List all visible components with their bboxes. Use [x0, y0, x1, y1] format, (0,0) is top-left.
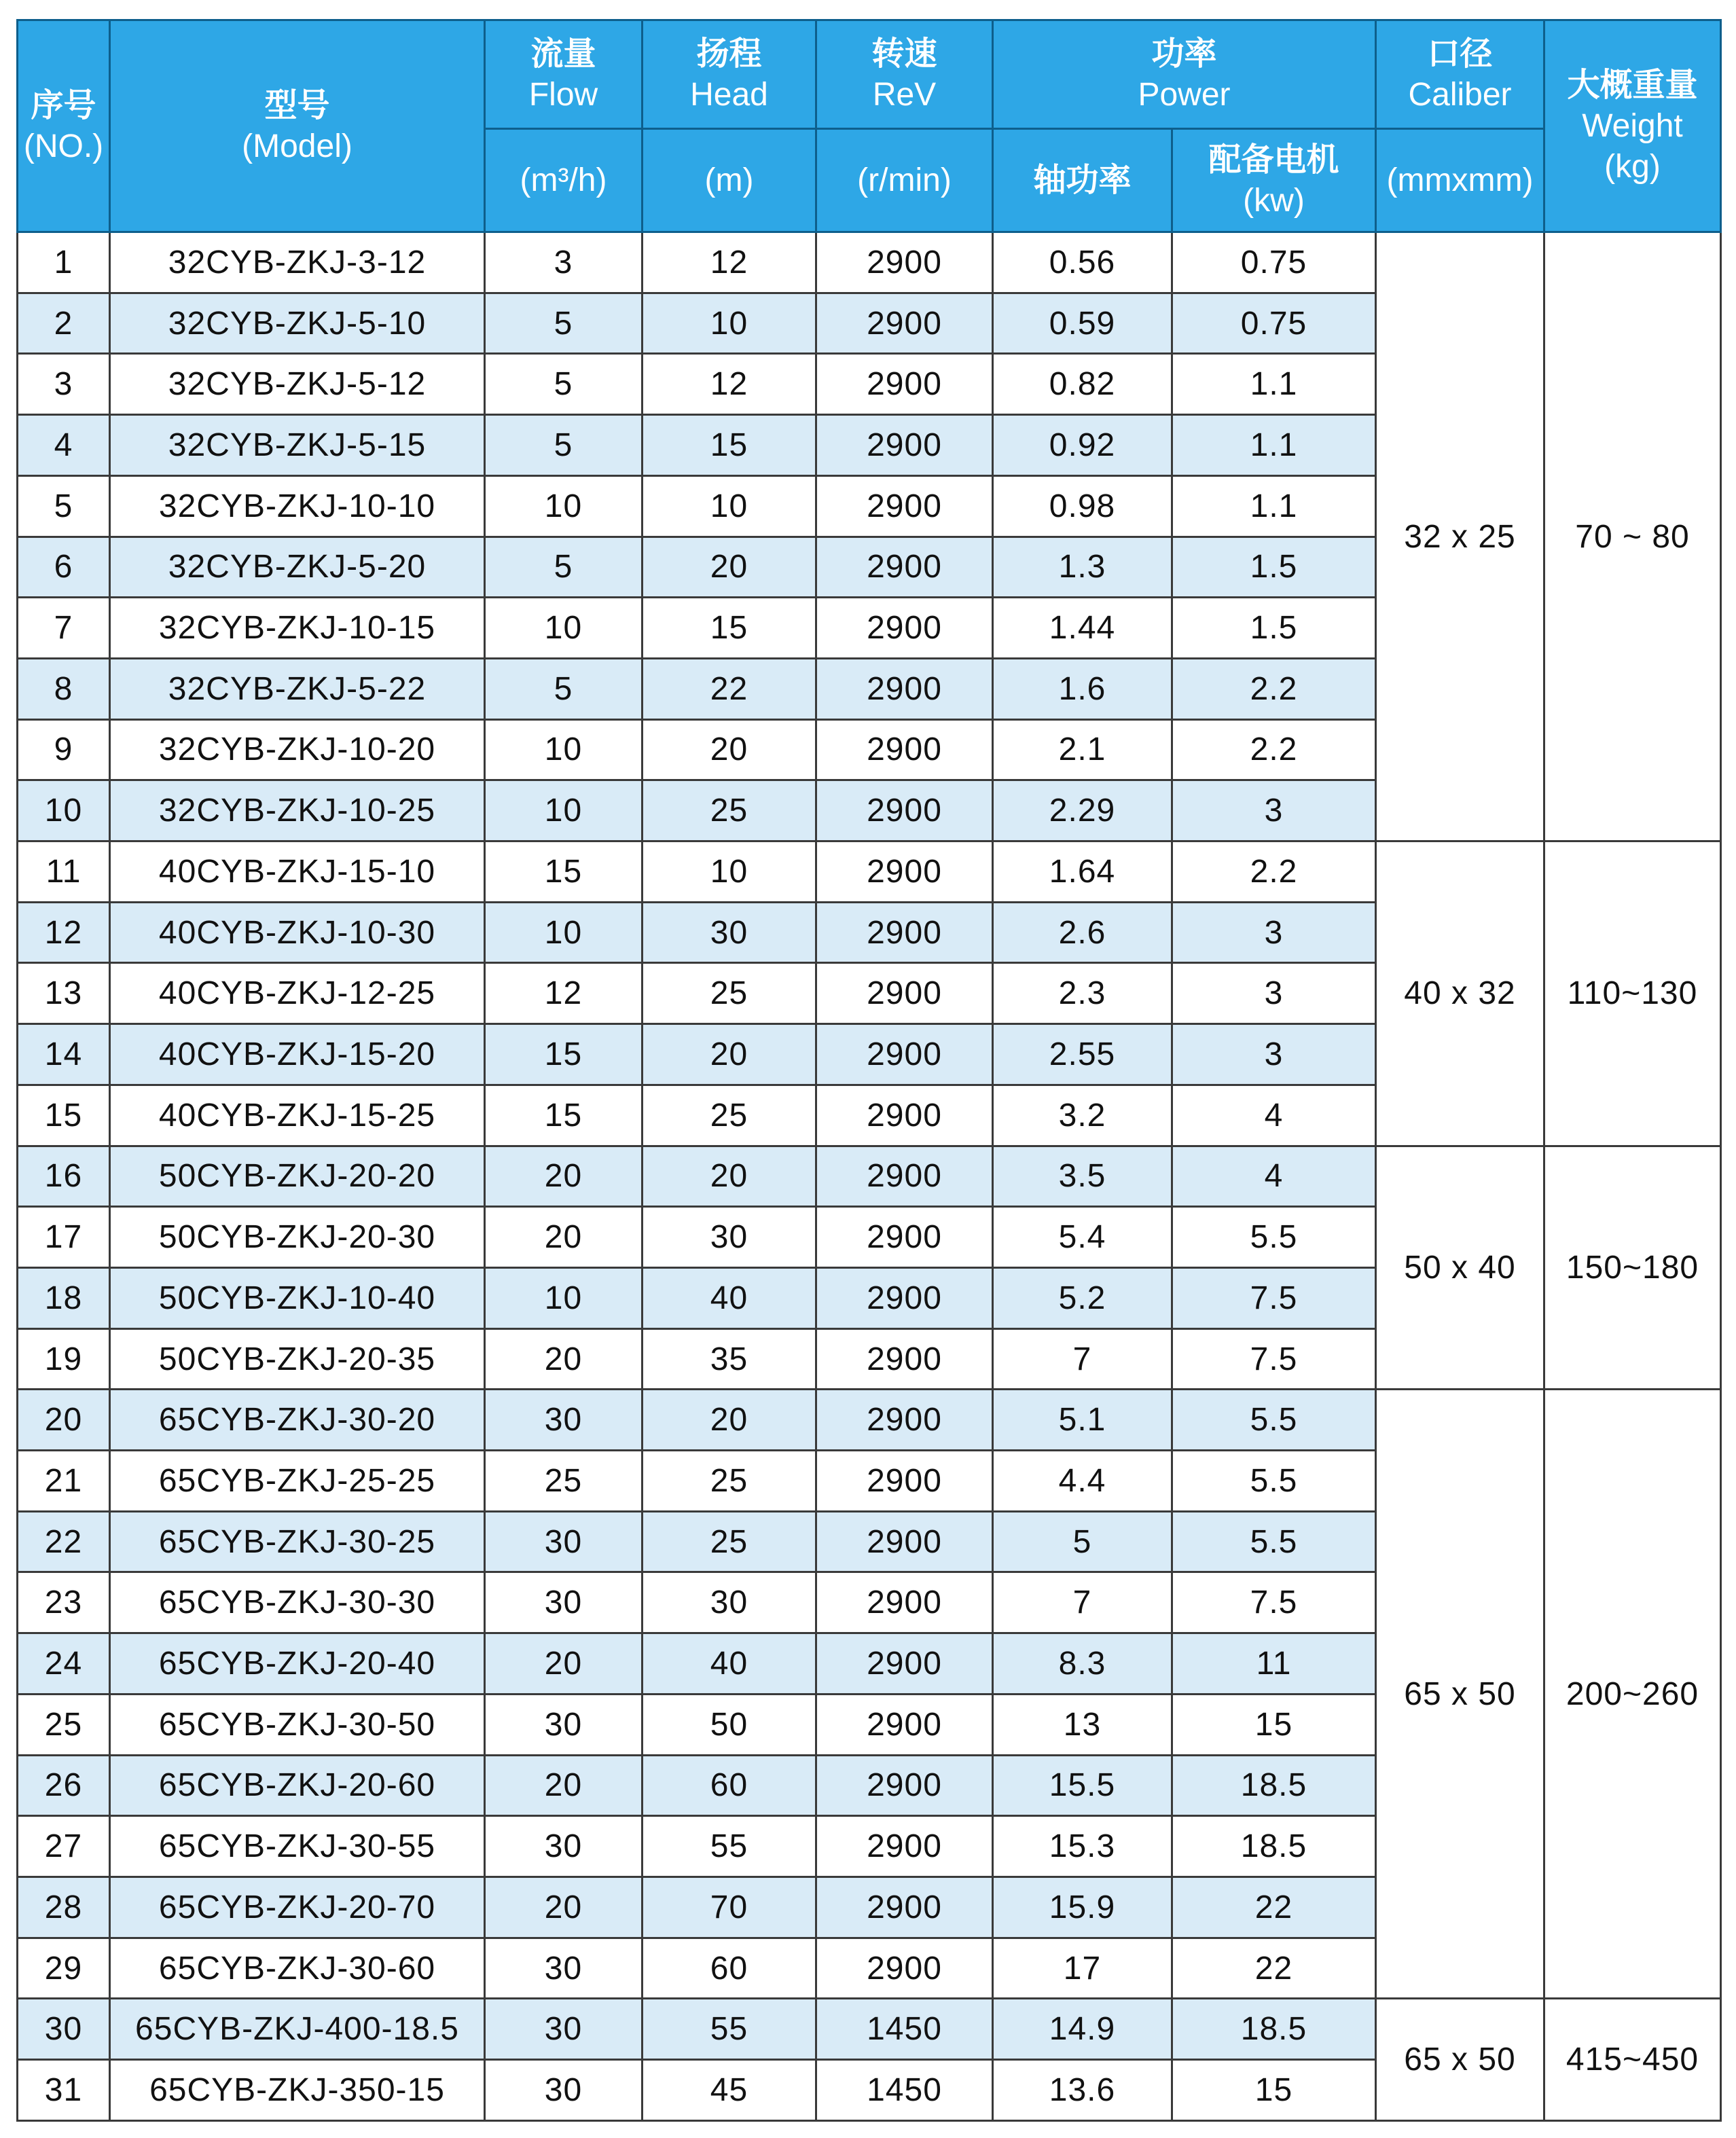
cell-flow: 10	[485, 902, 643, 963]
cell-model: 32CYB-ZKJ-5-12	[110, 354, 485, 415]
cell-head: 20	[643, 1024, 816, 1085]
cell-model: 65CYB-ZKJ-30-20	[110, 1390, 485, 1451]
cell-model: 65CYB-ZKJ-400-18.5	[110, 1999, 485, 2060]
cell-shaft: 5.4	[993, 1207, 1172, 1268]
cell-no: 18	[18, 1267, 110, 1328]
cell-shaft: 15.5	[993, 1755, 1172, 1816]
header-shaft-power	[993, 129, 1172, 232]
cell-model: 32CYB-ZKJ-5-15	[110, 415, 485, 476]
cell-speed: 2900	[816, 415, 993, 476]
cell-shaft: 1.6	[993, 658, 1172, 719]
cell-motor: 5.5	[1172, 1511, 1376, 1572]
cell-model: 65CYB-ZKJ-350-15	[110, 2060, 485, 2121]
cell-model: 65CYB-ZKJ-30-60	[110, 1938, 485, 1999]
cell-speed: 2900	[816, 1694, 993, 1755]
cell-head: 15	[643, 598, 816, 659]
cell-motor: 18.5	[1172, 1755, 1376, 1816]
cell-head: 40	[643, 1633, 816, 1695]
cell-shaft: 3.5	[993, 1146, 1172, 1207]
cell-head: 25	[643, 1451, 816, 1512]
cell-speed: 2900	[816, 841, 993, 903]
header-head-zh: 扬程	[696, 35, 762, 72]
cell-no: 16	[18, 1146, 110, 1207]
cell-no: 13	[18, 963, 110, 1024]
cell-model: 32CYB-ZKJ-10-10	[110, 475, 485, 537]
cell-head: 45	[643, 2060, 816, 2121]
cell-no: 5	[18, 475, 110, 537]
header-weight-zh: 大概重量	[1567, 67, 1698, 103]
cell-model: 32CYB-ZKJ-10-25	[110, 780, 485, 841]
cell-shaft: 2.29	[993, 780, 1172, 841]
cell-speed: 2900	[816, 232, 993, 293]
cell-flow: 20	[485, 1328, 643, 1390]
cell-head: 40	[643, 1267, 816, 1328]
cell-shaft: 0.59	[993, 293, 1172, 354]
cell-no: 19	[18, 1328, 110, 1390]
cell-head: 25	[643, 1085, 816, 1146]
pump-spec-table	[16, 19, 1722, 2122]
cell-model: 65CYB-ZKJ-30-25	[110, 1511, 485, 1572]
cell-head: 30	[643, 1572, 816, 1633]
header-flow-unit	[485, 129, 643, 232]
cell-flow: 5	[485, 354, 643, 415]
table-row	[18, 232, 1721, 293]
cell-shaft: 13	[993, 1694, 1172, 1755]
cell-no: 22	[18, 1511, 110, 1572]
cell-head: 10	[643, 293, 816, 354]
cell-motor: 2.2	[1172, 841, 1376, 903]
cell-flow: 20	[485, 1207, 643, 1268]
cell-shaft: 15.3	[993, 1816, 1172, 1877]
cell-weight: 150~180	[1544, 1146, 1721, 1390]
cell-shaft: 1.3	[993, 537, 1172, 598]
cell-head: 20	[643, 719, 816, 780]
cell-weight: 110~130	[1544, 841, 1721, 1146]
cell-head: 30	[643, 1207, 816, 1268]
cell-no: 26	[18, 1755, 110, 1816]
cell-motor: 11	[1172, 1633, 1376, 1695]
cell-motor: 4	[1172, 1146, 1376, 1207]
cell-speed: 2900	[816, 1938, 993, 1999]
col-header-power	[993, 20, 1376, 129]
head-unit-text: (m)	[704, 162, 754, 198]
cell-shaft: 7	[993, 1328, 1172, 1390]
cell-motor: 15	[1172, 1694, 1376, 1755]
cell-motor: 1.1	[1172, 475, 1376, 537]
cell-flow: 10	[485, 598, 643, 659]
cell-no: 25	[18, 1694, 110, 1755]
cell-head: 20	[643, 1146, 816, 1207]
cell-shaft: 1.44	[993, 598, 1172, 659]
col-header-model	[110, 20, 485, 232]
cell-motor: 3	[1172, 963, 1376, 1024]
cell-motor: 7.5	[1172, 1328, 1376, 1390]
cell-motor: 1.5	[1172, 598, 1376, 659]
cell-model: 32CYB-ZKJ-5-10	[110, 293, 485, 354]
cell-speed: 1450	[816, 2060, 993, 2121]
cell-no: 4	[18, 415, 110, 476]
cell-shaft: 2.55	[993, 1024, 1172, 1085]
cell-motor: 4	[1172, 1085, 1376, 1146]
cell-flow: 30	[485, 1572, 643, 1633]
cell-no: 6	[18, 537, 110, 598]
cell-motor: 0.75	[1172, 232, 1376, 293]
cell-model: 40CYB-ZKJ-15-20	[110, 1024, 485, 1085]
cell-shaft: 5.2	[993, 1267, 1172, 1328]
col-header-weight	[1544, 20, 1721, 232]
cell-caliber: 65 x 50	[1376, 1390, 1544, 1999]
cell-no: 23	[18, 1572, 110, 1633]
cell-head: 15	[643, 415, 816, 476]
header-model-zh: 型号	[264, 87, 330, 124]
cell-model: 50CYB-ZKJ-20-20	[110, 1146, 485, 1207]
cell-no: 11	[18, 841, 110, 903]
header-caliber-en: Caliber	[1408, 76, 1512, 113]
header-caliber-zh: 口径	[1427, 35, 1493, 72]
cell-model: 40CYB-ZKJ-10-30	[110, 902, 485, 963]
cell-no: 15	[18, 1085, 110, 1146]
cell-shaft: 13.6	[993, 2060, 1172, 2121]
cell-motor: 3	[1172, 902, 1376, 963]
header-model-en: (Model)	[242, 128, 352, 164]
header-weight-en: Weight	[1582, 107, 1683, 144]
cell-model: 65CYB-ZKJ-20-70	[110, 1877, 485, 1938]
motor-unit-text: (kw)	[1243, 182, 1305, 219]
cell-model: 32CYB-ZKJ-5-22	[110, 658, 485, 719]
cell-speed: 2900	[816, 1755, 993, 1816]
table-body	[18, 232, 1721, 2121]
cell-motor: 0.75	[1172, 293, 1376, 354]
cell-motor: 7.5	[1172, 1267, 1376, 1328]
cell-no: 24	[18, 1633, 110, 1695]
header-head-unit	[643, 129, 816, 232]
cell-speed: 2900	[816, 719, 993, 780]
cell-no: 20	[18, 1390, 110, 1451]
cell-speed: 2900	[816, 1877, 993, 1938]
cell-no: 8	[18, 658, 110, 719]
cell-flow: 25	[485, 1451, 643, 1512]
cell-head: 20	[643, 537, 816, 598]
cell-speed: 2900	[816, 1267, 993, 1328]
cell-speed: 2900	[816, 1633, 993, 1695]
table-row	[18, 841, 1721, 903]
cell-no: 27	[18, 1816, 110, 1877]
cell-shaft: 0.92	[993, 415, 1172, 476]
cell-shaft: 7	[993, 1572, 1172, 1633]
cell-head: 25	[643, 780, 816, 841]
speed-unit-text: (r/min)	[857, 162, 952, 198]
cell-motor: 5.5	[1172, 1390, 1376, 1451]
cell-model: 50CYB-ZKJ-20-35	[110, 1328, 485, 1390]
cell-no: 29	[18, 1938, 110, 1999]
cell-no: 17	[18, 1207, 110, 1268]
cell-shaft: 5	[993, 1511, 1172, 1572]
cell-head: 35	[643, 1328, 816, 1390]
cell-model: 40CYB-ZKJ-15-10	[110, 841, 485, 903]
cell-head: 20	[643, 1390, 816, 1451]
cell-motor: 5.5	[1172, 1207, 1376, 1268]
cell-no: 31	[18, 2060, 110, 2121]
cell-speed: 2900	[816, 1146, 993, 1207]
cell-speed: 2900	[816, 1328, 993, 1390]
header-power-zh: 功率	[1151, 35, 1217, 72]
col-header-no	[18, 20, 110, 232]
cell-flow: 30	[485, 1938, 643, 1999]
cell-model: 32CYB-ZKJ-10-20	[110, 719, 485, 780]
header-head-en: Head	[690, 76, 768, 113]
col-header-flow	[485, 20, 643, 129]
cell-flow: 10	[485, 475, 643, 537]
cell-flow: 5	[485, 415, 643, 476]
cell-no: 14	[18, 1024, 110, 1085]
cell-head: 22	[643, 658, 816, 719]
header-speed-zh: 转速	[871, 35, 937, 72]
cell-flow: 30	[485, 1816, 643, 1877]
cell-motor: 22	[1172, 1877, 1376, 1938]
cell-shaft: 0.98	[993, 475, 1172, 537]
cell-model: 65CYB-ZKJ-30-50	[110, 1694, 485, 1755]
cell-head: 30	[643, 902, 816, 963]
header-speed-en: ReV	[872, 76, 937, 113]
cell-motor: 7.5	[1172, 1572, 1376, 1633]
cell-model: 40CYB-ZKJ-15-25	[110, 1085, 485, 1146]
cell-head: 10	[643, 475, 816, 537]
cell-motor: 2.2	[1172, 658, 1376, 719]
cell-flow: 30	[485, 1390, 643, 1451]
table-row	[18, 1146, 1721, 1207]
cell-model: 65CYB-ZKJ-25-25	[110, 1451, 485, 1512]
cell-motor: 3	[1172, 780, 1376, 841]
cell-model: 32CYB-ZKJ-5-20	[110, 537, 485, 598]
cell-flow: 20	[485, 1755, 643, 1816]
cell-speed: 2900	[816, 1511, 993, 1572]
header-caliber-unit	[1376, 129, 1544, 232]
cell-head: 25	[643, 1511, 816, 1572]
cell-speed: 2900	[816, 1024, 993, 1085]
cell-shaft: 2.1	[993, 719, 1172, 780]
cell-no: 7	[18, 598, 110, 659]
cell-no: 1	[18, 232, 110, 293]
cell-speed: 2900	[816, 1572, 993, 1633]
header-weight-unit: (kg)	[1604, 148, 1661, 185]
cell-head: 12	[643, 232, 816, 293]
header-flow-zh: 流量	[530, 35, 596, 72]
cell-motor: 1.5	[1172, 537, 1376, 598]
cell-no: 21	[18, 1451, 110, 1512]
cell-shaft: 8.3	[993, 1633, 1172, 1695]
cell-no: 28	[18, 1877, 110, 1938]
cell-speed: 2900	[816, 293, 993, 354]
cell-model: 65CYB-ZKJ-30-55	[110, 1816, 485, 1877]
cell-flow: 30	[485, 1511, 643, 1572]
cell-model: 40CYB-ZKJ-12-25	[110, 963, 485, 1024]
col-header-caliber	[1376, 20, 1544, 129]
cell-motor: 1.1	[1172, 354, 1376, 415]
cell-flow: 5	[485, 537, 643, 598]
cell-motor: 18.5	[1172, 1999, 1376, 2060]
cell-speed: 2900	[816, 658, 993, 719]
cell-motor: 5.5	[1172, 1451, 1376, 1512]
cell-shaft: 0.82	[993, 354, 1172, 415]
cell-motor: 3	[1172, 1024, 1376, 1085]
header-flow-en: Flow	[528, 76, 598, 113]
cell-model: 65CYB-ZKJ-20-40	[110, 1633, 485, 1695]
cell-caliber: 32 x 25	[1376, 232, 1544, 841]
flow-unit-text: (m³/h)	[520, 162, 607, 198]
cell-shaft: 2.3	[993, 963, 1172, 1024]
cell-shaft: 4.4	[993, 1451, 1172, 1512]
cell-head: 70	[643, 1877, 816, 1938]
cell-flow: 5	[485, 658, 643, 719]
header-no-en: (NO.)	[23, 128, 104, 164]
cell-head: 25	[643, 963, 816, 1024]
cell-flow: 30	[485, 1999, 643, 2060]
cell-shaft: 1.64	[993, 841, 1172, 903]
cell-speed: 2900	[816, 1207, 993, 1268]
cell-speed: 1450	[816, 1999, 993, 2060]
cell-speed: 2900	[816, 1816, 993, 1877]
cell-flow: 12	[485, 963, 643, 1024]
cell-motor: 1.1	[1172, 415, 1376, 476]
cell-speed: 2900	[816, 1451, 993, 1512]
cell-model: 65CYB-ZKJ-30-30	[110, 1572, 485, 1633]
header-speed-unit	[816, 129, 993, 232]
cell-weight: 200~260	[1544, 1390, 1721, 1999]
cell-model: 32CYB-ZKJ-3-12	[110, 232, 485, 293]
cell-speed: 2900	[816, 1390, 993, 1451]
cell-head: 50	[643, 1694, 816, 1755]
cell-no: 3	[18, 354, 110, 415]
cell-shaft: 15.9	[993, 1877, 1172, 1938]
cell-model: 32CYB-ZKJ-10-15	[110, 598, 485, 659]
cell-speed: 2900	[816, 902, 993, 963]
cell-head: 60	[643, 1755, 816, 1816]
cell-flow: 10	[485, 1267, 643, 1328]
cell-speed: 2900	[816, 963, 993, 1024]
cell-no: 2	[18, 293, 110, 354]
table-row	[18, 1999, 1721, 2060]
cell-weight: 70 ~ 80	[1544, 232, 1721, 841]
caliber-unit-text: (mmxmm)	[1386, 162, 1534, 198]
header-no-zh: 序号	[31, 87, 96, 124]
cell-speed: 2900	[816, 1085, 993, 1146]
cell-flow: 10	[485, 719, 643, 780]
cell-model: 50CYB-ZKJ-10-40	[110, 1267, 485, 1328]
cell-flow: 5	[485, 293, 643, 354]
cell-model: 65CYB-ZKJ-20-60	[110, 1755, 485, 1816]
cell-flow: 15	[485, 841, 643, 903]
cell-no: 10	[18, 780, 110, 841]
cell-shaft: 17	[993, 1938, 1172, 1999]
cell-speed: 2900	[816, 537, 993, 598]
cell-head: 12	[643, 354, 816, 415]
cell-flow: 20	[485, 1877, 643, 1938]
cell-motor: 2.2	[1172, 719, 1376, 780]
cell-weight: 415~450	[1544, 1999, 1721, 2121]
col-header-speed	[816, 20, 993, 129]
cell-no: 12	[18, 902, 110, 963]
cell-motor: 22	[1172, 1938, 1376, 1999]
cell-model: 50CYB-ZKJ-20-30	[110, 1207, 485, 1268]
header-motor	[1172, 129, 1376, 232]
cell-flow: 10	[485, 780, 643, 841]
cell-no: 9	[18, 719, 110, 780]
cell-caliber: 40 x 32	[1376, 841, 1544, 1146]
cell-speed: 2900	[816, 598, 993, 659]
cell-speed: 2900	[816, 475, 993, 537]
cell-caliber: 50 x 40	[1376, 1146, 1544, 1390]
cell-shaft: 14.9	[993, 1999, 1172, 2060]
cell-flow: 3	[485, 232, 643, 293]
cell-flow: 15	[485, 1024, 643, 1085]
cell-shaft: 5.1	[993, 1390, 1172, 1451]
cell-flow: 30	[485, 1694, 643, 1755]
table-row	[18, 1390, 1721, 1451]
motor-text: 配备电机	[1208, 141, 1339, 178]
cell-speed: 2900	[816, 354, 993, 415]
cell-head: 55	[643, 1816, 816, 1877]
cell-motor: 15	[1172, 2060, 1376, 2121]
cell-speed: 2900	[816, 780, 993, 841]
cell-shaft: 0.56	[993, 232, 1172, 293]
cell-flow: 20	[485, 1633, 643, 1695]
cell-head: 10	[643, 841, 816, 903]
cell-no: 30	[18, 1999, 110, 2060]
cell-flow: 15	[485, 1085, 643, 1146]
cell-caliber: 65 x 50	[1376, 1999, 1544, 2121]
cell-motor: 18.5	[1172, 1816, 1376, 1877]
cell-shaft: 2.6	[993, 902, 1172, 963]
cell-head: 60	[643, 1938, 816, 1999]
cell-flow: 20	[485, 1146, 643, 1207]
cell-head: 55	[643, 1999, 816, 2060]
cell-flow: 30	[485, 2060, 643, 2121]
header-power-en: Power	[1138, 76, 1231, 113]
cell-shaft: 3.2	[993, 1085, 1172, 1146]
shaft-power-text: 轴功率	[1033, 162, 1132, 198]
col-header-head	[643, 20, 816, 129]
